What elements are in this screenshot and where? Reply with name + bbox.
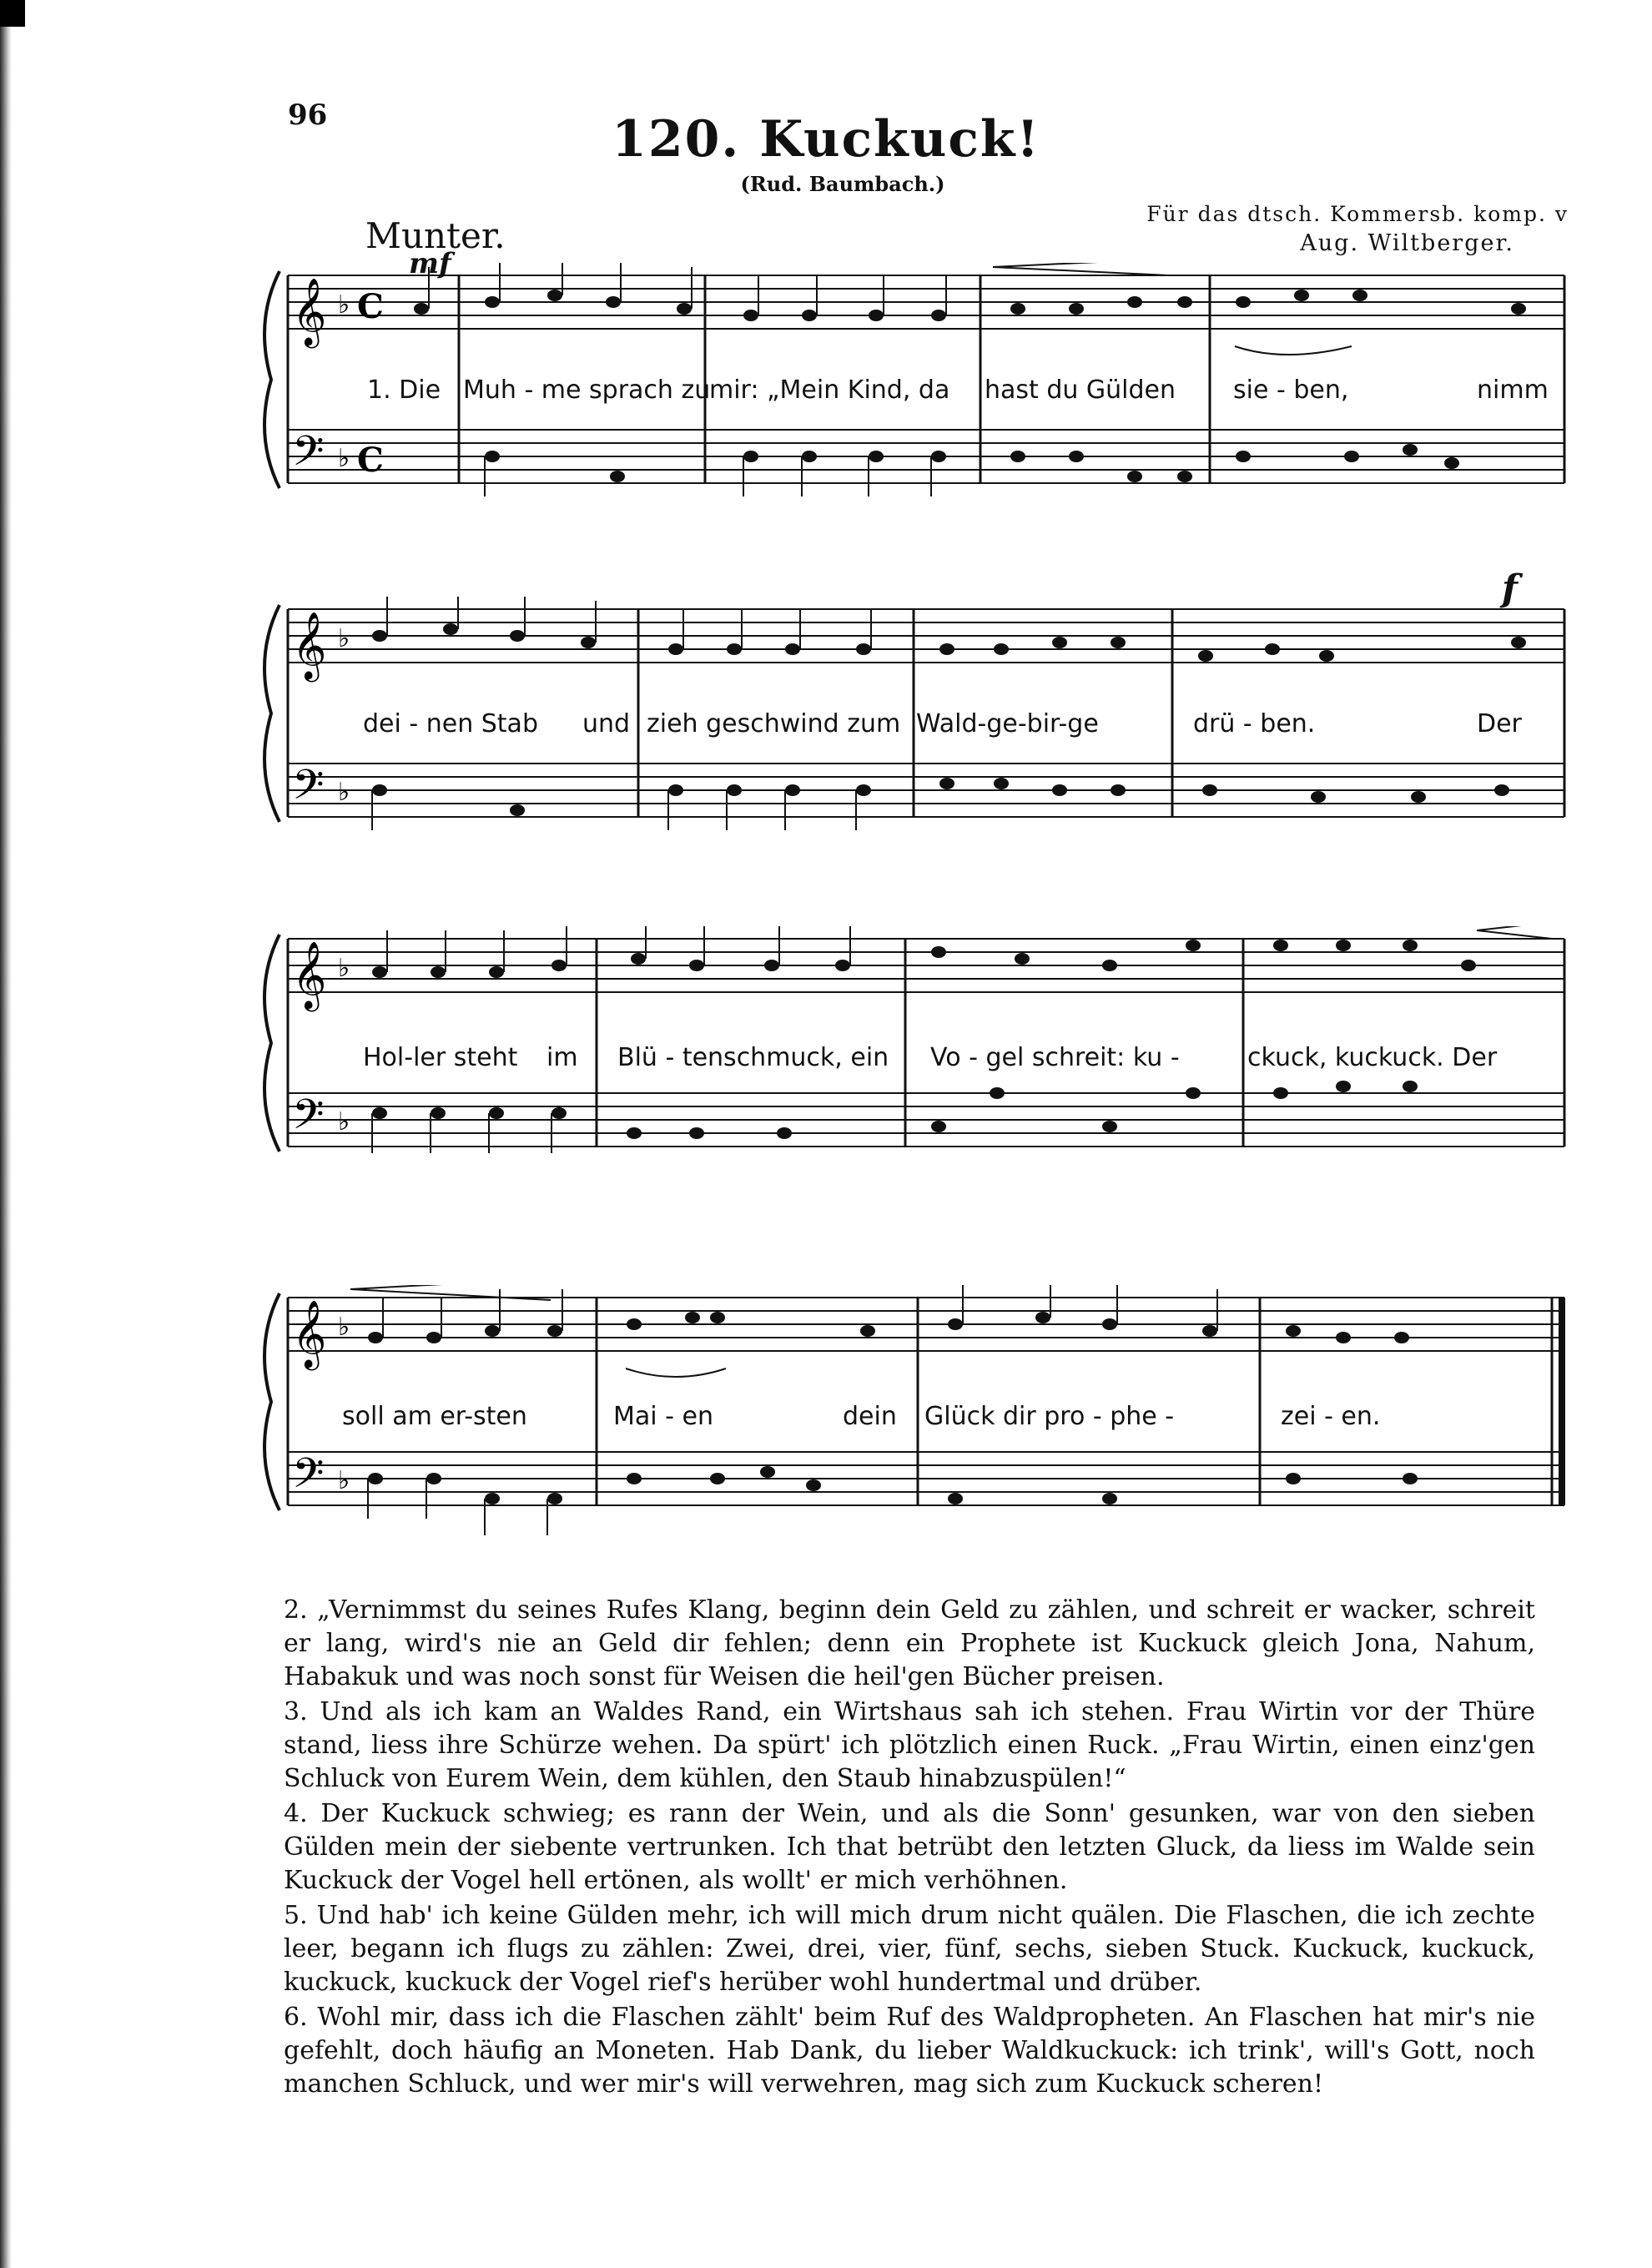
lyric-syllable: zei - en. [1281, 1402, 1381, 1431]
dedication: Für das dtsch. Kommersb. komp. v [1146, 202, 1569, 226]
lyric-syllable: Glück dir pro - phe - [924, 1402, 1175, 1431]
lyric-syllable: Hol-ler steht [363, 1043, 518, 1072]
lyricist: (Rud. Baumbach.) [740, 172, 945, 196]
lyric-syllable: Vo - gel schreit: ku - [930, 1043, 1180, 1072]
scan-corner-mark [0, 0, 25, 27]
song-title: 120. Kuckuck! [612, 110, 1040, 169]
lyrics-line-2 [0, 709, 1652, 743]
composer: Aug. Wiltberger. [1300, 230, 1514, 256]
svg-text:C: C [357, 441, 384, 480]
svg-text:♭: ♭ [338, 1107, 350, 1137]
lyrics-line-4 [0, 1402, 1652, 1435]
lyric-syllable: Blü - tenschmuck, ein [617, 1043, 889, 1072]
dynamic-forte: f [1502, 567, 1518, 610]
verse-2: 2. „Vernimmst du seines Rufes Klang, beginn dein Geld zu zählen, und schreit er wacker, schreit er lang, wird's nie an Geld dir fehlen; denn ein Prophete ist Kuckuck gleich Jona, Nahum, Habakuk und was noch sonst für Weisen die heil'gen Bücher preisen. [284, 1595, 1535, 1691]
svg-text:𝄢: 𝄢 [292, 1449, 325, 1508]
svg-text:♭: ♭ [338, 778, 350, 807]
music-system-4 [0, 1285, 1652, 1535]
lyrics-line-1 [0, 375, 1652, 409]
lyric-syllable: mir: „Mein Kind, da [709, 375, 950, 405]
svg-text:𝄢: 𝄢 [292, 761, 325, 819]
music-system-2 [0, 597, 1652, 847]
svg-text:♭: ♭ [338, 444, 350, 473]
verse-3: 3. Und als ich kam an Waldes Rand, ein Wirtshaus sah ich stehen. Frau Wirtin vor der Thüre stand, liess ihre Schürze wehen. Da spürt' ich plötzlich einen Ruck. „Frau Wirtin, einen einz'gen Schluck von Eurem Wein, dem kühlen, den Staub hinabzuspülen!“ [284, 1697, 1535, 1793]
svg-text:𝄞: 𝄞 [292, 940, 327, 1009]
page-number: 96 [288, 98, 328, 132]
verses-section [284, 1594, 1535, 2103]
music-system-1 [0, 263, 1652, 513]
lyric-syllable: zieh geschwind zum [647, 709, 901, 738]
lyric-syllable: 1. Die [367, 375, 441, 405]
lyric-syllable: dei - nen Stab [363, 709, 538, 738]
lyric-syllable: sie - ben, [1233, 375, 1349, 405]
svg-text:♭: ♭ [338, 954, 350, 983]
lyric-syllable: Wald-ge-bir-ge [916, 709, 1099, 738]
svg-text:𝄢: 𝄢 [292, 427, 325, 486]
lyric-syllable: soll am er-sten [342, 1402, 527, 1431]
svg-text:C: C [357, 287, 384, 326]
svg-text:𝄞: 𝄞 [292, 277, 327, 345]
music-system-3 [0, 926, 1652, 1177]
tempo-marking: Munter. [365, 215, 506, 256]
lyric-syllable: dein [843, 1402, 897, 1431]
verse-6: 6. Wohl mir, dass ich die Flaschen zählt' beim Ruf des Waldpropheten. An Flaschen hat mir's nie gefehlt, doch häufig an Moneten. Hab Dank, du lieber Waldkuckuck: ich trink', will's Gott, noch manchen Schluck, und wer mir's will verwehren, mag sich zum Kuckuck scheren! [284, 2003, 1535, 2099]
lyric-syllable: drü - ben. [1193, 709, 1316, 738]
verse-5: 5. Und hab' ich keine Gülden mehr, ich will mich drum nicht quälen. Die Flaschen, die ich zechte leer, begann ich flugs zu zählen: Zwei, drei, vier, fünf, sechs, sieben Stuck. Kuckuck, kuckuck, kuckuck, kuckuck der Vogel rief's herüber wohl hundertmal und drüber. [284, 1901, 1535, 1997]
lyric-syllable: hast du Gülden [985, 375, 1176, 405]
lyrics-line-3 [0, 1043, 1652, 1076]
verse-4: 4. Der Kuckuck schwieg; es rann der Wein, und als die Sonn' gesunken, war von den sieben Gülden mein der siebente vertrunken. Ich that betrübt den letzten Gluck, da liess im Walde sein Kuckuck der Vogel hell ertönen, als wollt' er mich verhöhnen. [284, 1799, 1535, 1895]
svg-text:♭: ♭ [338, 290, 350, 320]
dynamic-mf: mf [409, 247, 451, 280]
lyric-syllable: im [546, 1043, 578, 1072]
svg-text:♭: ♭ [338, 1313, 350, 1342]
lyric-syllable: Der [1477, 709, 1522, 738]
lyric-syllable: nimm [1477, 375, 1549, 405]
svg-text:♭: ♭ [338, 1466, 350, 1495]
svg-text:♭: ♭ [338, 624, 350, 653]
svg-text:𝄢: 𝄢 [292, 1091, 325, 1149]
lyric-syllable: und [582, 709, 631, 738]
lyric-syllable: Muh - me sprach zu [463, 375, 711, 405]
svg-text:𝄞: 𝄞 [292, 1299, 327, 1368]
lyric-syllable: ckuck, kuckuck. Der [1247, 1043, 1498, 1072]
svg-text:𝄞: 𝄞 [292, 611, 327, 679]
lyric-syllable: Mai - en [613, 1402, 713, 1431]
